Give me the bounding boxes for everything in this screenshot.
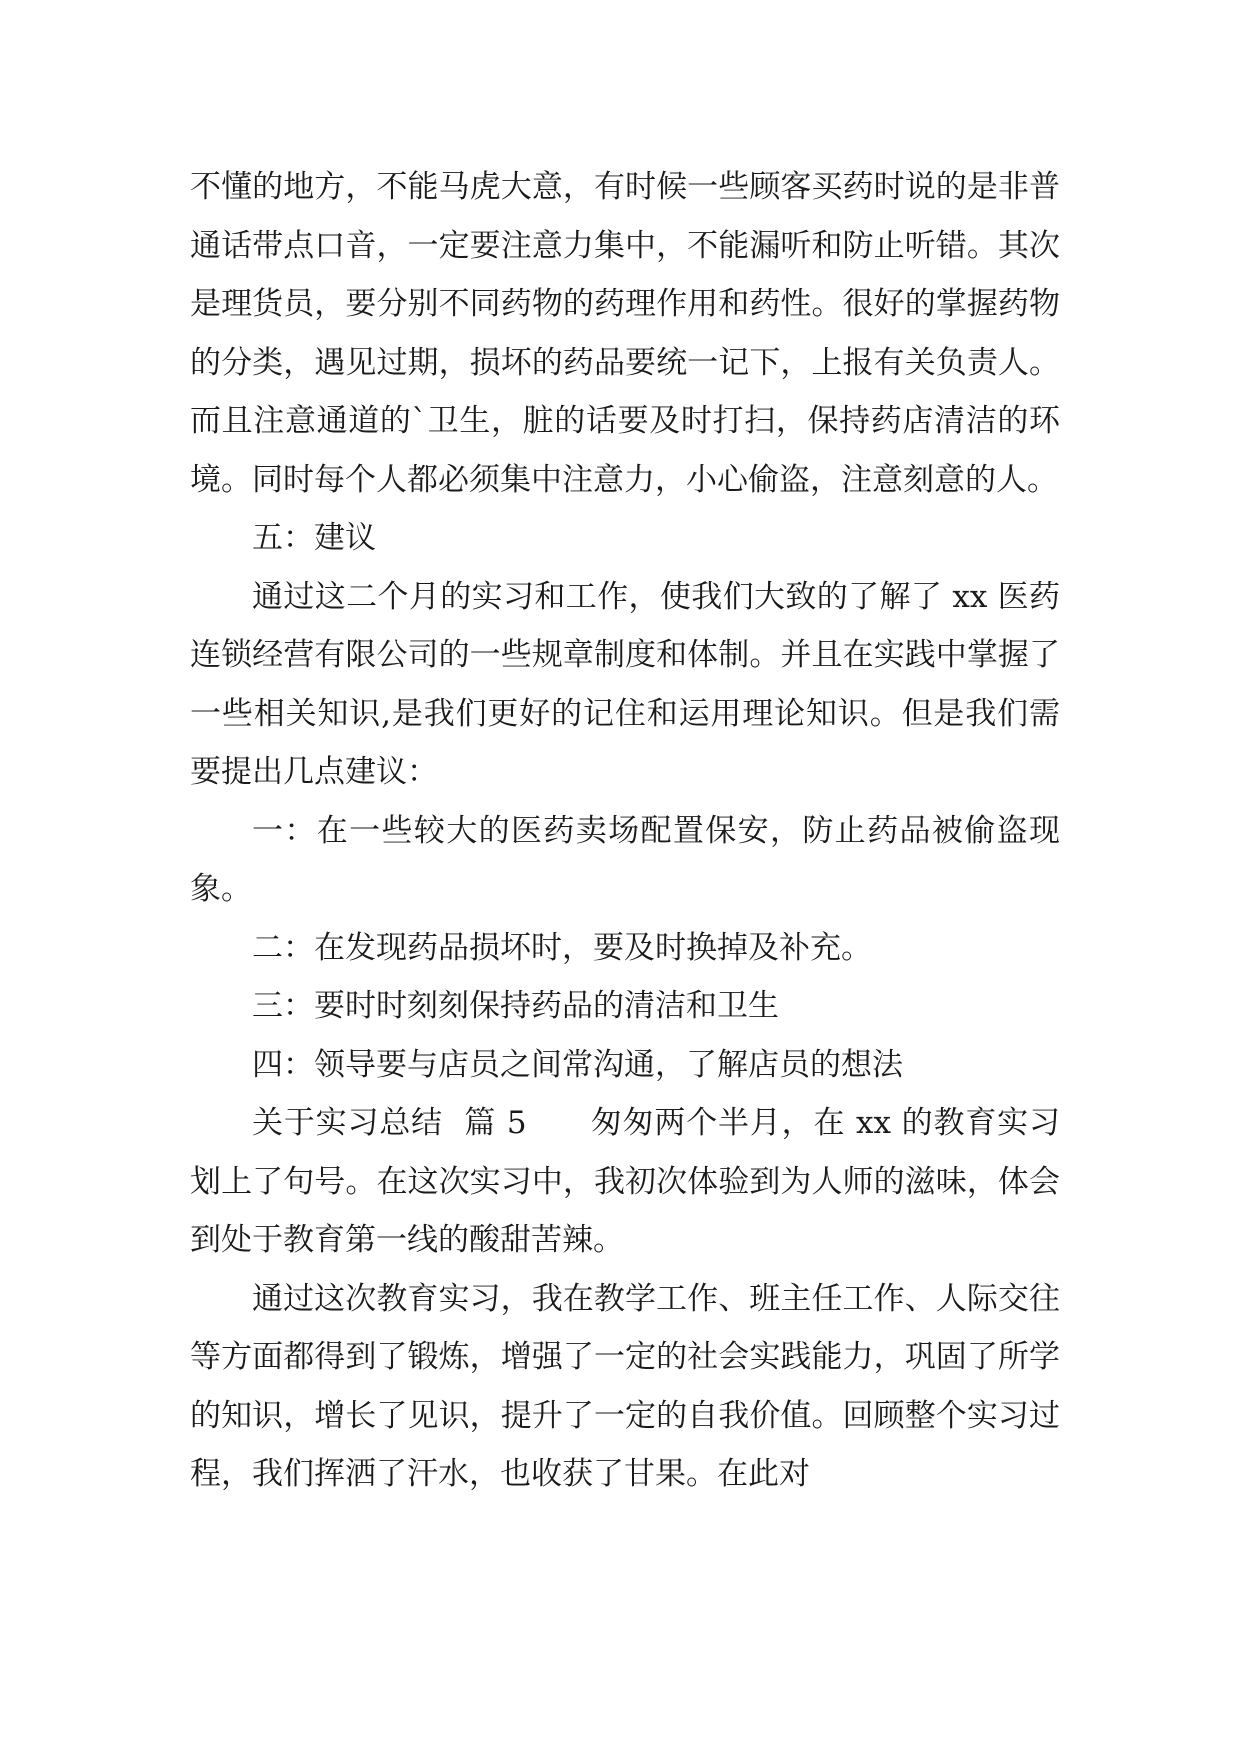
section-5-paragraph [190, 1094, 1060, 1270]
suggestion-item-4: 四：领导要与店员之间常沟通，了解店员的想法 [252, 1046, 903, 1083]
heading-spacer [527, 1105, 591, 1141]
document-body [190, 158, 1060, 1504]
suggestion-item-1: 一：在一些较大的医药卖场配置保安，防止药品被偷盗现象。 [190, 812, 1060, 907]
section-heading-suggestions: 五：建议 [252, 520, 376, 556]
paragraph-summary: 通过这二个月的实习和工作，使我们大致的了解了 xx 医药连锁经营有限公司的一些规章制度和体制。并且在实践中掌握了一些相关知识,是我们更好的记住和运用理论知识。但是我们需要提出几点建议： [190, 578, 1060, 790]
section-5-text: 匆匆两个半月，在 xx 的教育实习划上了句号。在这次实习中，我初次体验到为人师的滋味，体会到处于教育第一线的酸甜苦辣。 [190, 1105, 1060, 1258]
paragraph-continuation: 不懂的地方，不能马虎大意，有时候一些顾客买药时说的是非普通话带点口音，一定要注意力集中，不能漏听和防止听错。其次是理货员，要分别不同药物的药理作用和药性。很好的掌握药物的分类，遇见过期，损坏的药品要统一记下，上报有关负责人。而且注意通道的`卫生，脏的话要及时打扫，保持药店清洁的环境。同时每个人都必须集中注意力，小心偷盗，注意刻意的人。 [190, 169, 1060, 498]
suggestion-item-2: 二：在发现药品损坏时，要及时换掉及补充。 [252, 929, 872, 966]
closing-paragraph: 通过这次教育实习，我在教学工作、班主任工作、人际交往等方面都得到了锻炼，增强了一定的社会实践能力，巩固了所学的知识，增长了见识，提升了一定的自我价值。回顾整个实习过程，我们挥洒了汗水，也收获了甘果。在此对 [190, 1280, 1060, 1492]
suggestion-item-3: 三：要时时刻刻保持药品的清洁和卫生 [252, 988, 779, 1024]
section-5-heading: 关于实习总结 篇 5 [252, 1105, 527, 1141]
